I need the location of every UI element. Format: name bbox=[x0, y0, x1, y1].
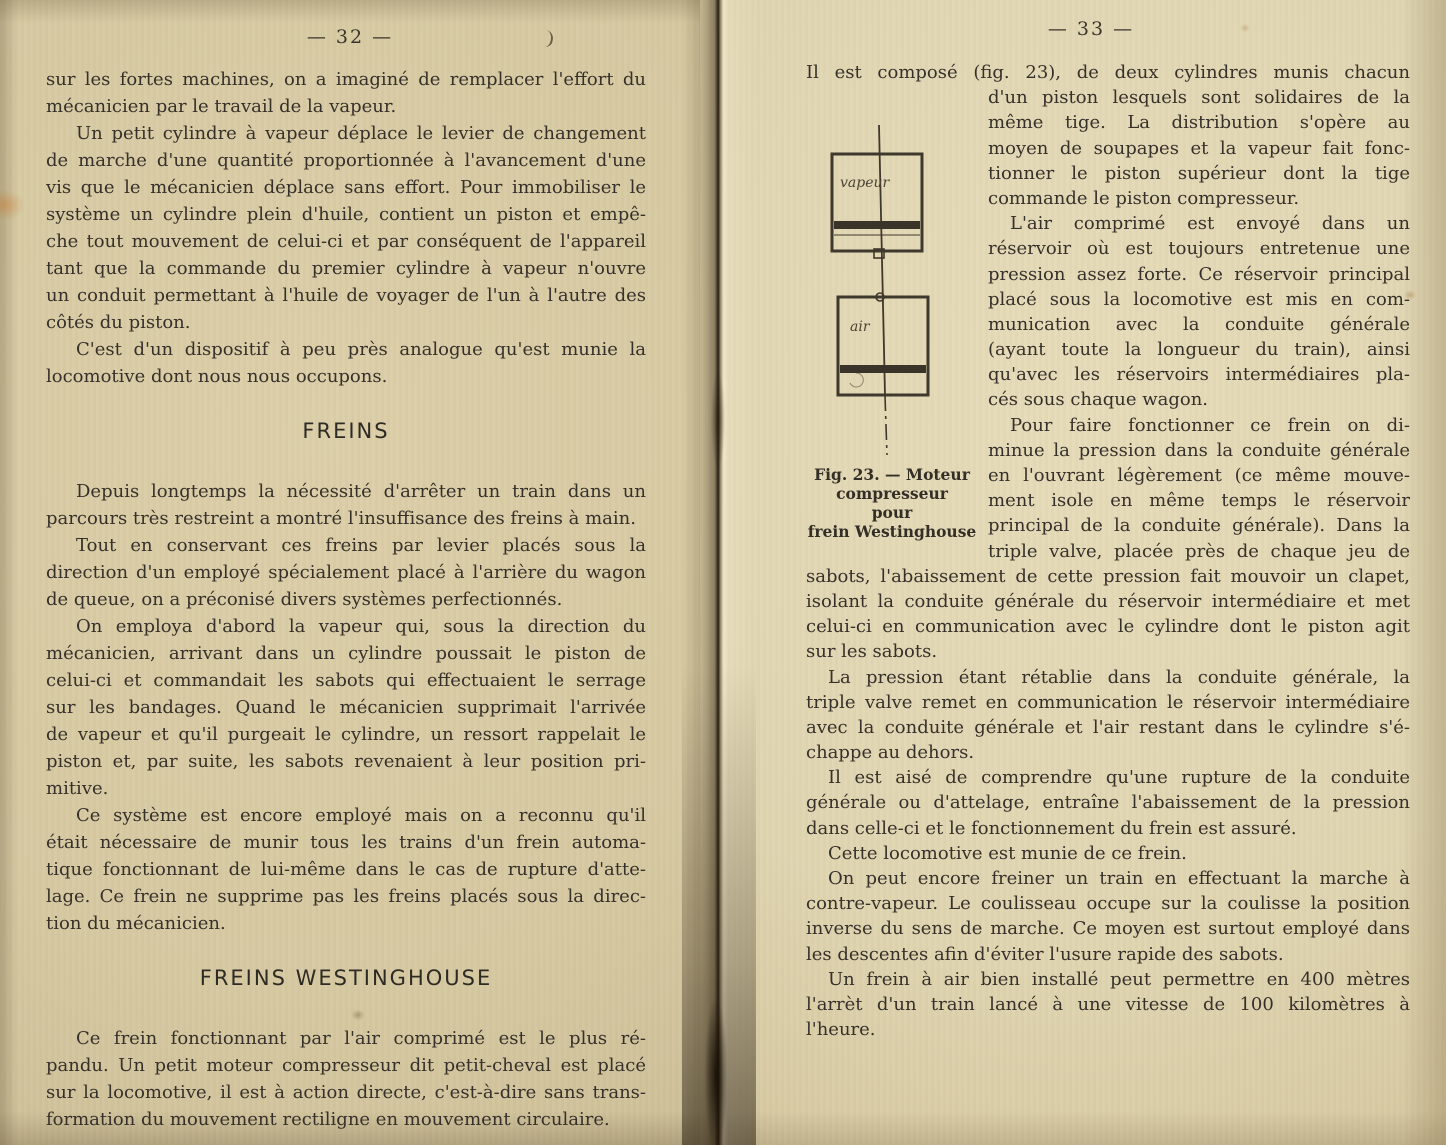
text-line: isolant la conduite générale du réservoir intermédiaire et met bbox=[806, 590, 1410, 612]
figure-23 bbox=[806, 85, 978, 555]
text-line: dans celle-ci et le fonctionnement du frein est assuré. bbox=[806, 817, 1297, 839]
text-line: système un cylindre plein d'huile, contient un piston et empê- bbox=[46, 204, 646, 225]
text-line: tique fonctionnant de lui-même dans le cas de rupture d'atte- bbox=[46, 859, 646, 880]
text-line: pandu. Un petit moteur compresseur dit petit-cheval est placé bbox=[46, 1055, 646, 1076]
text-line: un conduit permettant à l'huile de voyager de l'un à l'autre des bbox=[46, 285, 646, 306]
text-line: Il est composé (fig. 23), de deux cylindres munis chacun bbox=[806, 62, 1410, 83]
text-line: ment isole en même temps le réservoir bbox=[988, 490, 1410, 512]
text-line: Un frein à air bien installé peut permettre en 400 mètres bbox=[828, 968, 1410, 990]
text-line: avec la conduite générale et l'air restant dans le cylindre s'é- bbox=[806, 716, 1410, 738]
text-line: de queue, on a préconisé divers systèmes perfectionnés. bbox=[46, 589, 563, 610]
text-line: les descentes afin d'éviter l'usure rapide des sabots. bbox=[806, 943, 1284, 965]
text-line: (ayant toute la longueur du train), ainsi bbox=[988, 339, 1410, 361]
page-33-body bbox=[806, 60, 1410, 1042]
text-line: Ce frein fonctionnant par l'air comprimé est le plus ré- bbox=[76, 1028, 646, 1049]
text-line: mécanicien, arrivant dans un cylindre poussait le piston de bbox=[46, 643, 646, 664]
text-line: pression assez forte. Ce réservoir principal bbox=[988, 263, 1410, 285]
text-line: l'arrèt d'un train lancé à une vitesse de 100 kilomètres à bbox=[806, 993, 1410, 1015]
text-line: L'air comprimé est envoyé dans un bbox=[1010, 213, 1410, 235]
figure-label-vapeur: vapeur bbox=[840, 175, 890, 192]
page-33-intro bbox=[806, 60, 1410, 85]
text-line: côtés du piston. bbox=[46, 312, 191, 333]
text-line: sabots, l'abaissement de cette pression fait mouvoir un clapet, bbox=[806, 565, 1410, 587]
text-line: piston et, par suite, les sabots revenaient à leur position pri- bbox=[46, 751, 646, 772]
section-heading: FREINS bbox=[302, 419, 390, 443]
text-line: de vapeur et qu'il purgeait le cylindre, un ressort rappelait le bbox=[46, 724, 646, 745]
text-line: tant que la commande du premier cylindre à vapeur n'ouvre bbox=[46, 258, 646, 279]
text-line: commande le piston compresseur. bbox=[988, 187, 1300, 209]
page-32 bbox=[0, 0, 700, 1145]
text-line: On peut encore freiner un train en effectuant la marche à bbox=[828, 868, 1410, 889]
text-line: vis que le mécanicien déplace sans effort. Pour immobiliser le bbox=[46, 177, 646, 198]
text-line: Un petit cylindre à vapeur déplace le levier de changement bbox=[76, 123, 646, 144]
text-line: en l'ouvrant légèrement (ce même mouve- bbox=[988, 465, 1410, 486]
text-line: sur les bandages. Quand le mécanicien supprimait l'arrivée bbox=[46, 697, 646, 718]
text-line: On employa d'abord la vapeur qui, sous la direction du bbox=[76, 616, 646, 637]
text-line: lage. Ce frein ne supprime pas les freins placés sous la direc- bbox=[46, 886, 646, 907]
text-line: Depuis longtemps la nécessité d'arrêter un train dans un bbox=[76, 481, 646, 502]
text-line: tion du mécanicien. bbox=[46, 913, 226, 934]
text-line: celui-ci et commandait les sabots qui effectuaient le serrage bbox=[46, 670, 646, 691]
text-line: contre-vapeur. Le coulisseau occupe sur la coulisse la position bbox=[806, 893, 1410, 915]
text-line: placé sous la locomotive est mis en com- bbox=[988, 288, 1410, 310]
text-line: générale ou d'attelage, entraîne l'abaissement de la pression bbox=[806, 792, 1410, 814]
text-line: Cette locomotive est munie de ce frein. bbox=[828, 842, 1187, 864]
text-line: principal de la conduite générale). Dans la bbox=[988, 515, 1410, 537]
text-line: munication avec la conduite générale bbox=[988, 313, 1410, 335]
text-line: chappe au dehors. bbox=[806, 742, 975, 764]
text-line: direction d'un employé spécialement placé à l'arrière du wagon bbox=[46, 562, 646, 583]
text-line: mécanicien par le travail de la vapeur. bbox=[46, 96, 397, 117]
figure-label-air: air bbox=[850, 319, 870, 336]
text-line: mitive. bbox=[46, 778, 109, 799]
compressor-diagram-icon bbox=[806, 125, 978, 455]
text-line: réservoir où est toujours entretenue une bbox=[988, 238, 1410, 260]
figure-23-caption bbox=[806, 465, 978, 541]
text-line: Tout en conservant ces freins par levier placés sous la bbox=[76, 535, 646, 556]
text-line: C'est d'un dispositif à peu près analogue qu'est munie la bbox=[76, 339, 646, 360]
section-heading: FREINS WESTINGHOUSE bbox=[199, 966, 493, 990]
text-line: sur la locomotive, il est à action directe, c'est-à-dire sans trans- bbox=[46, 1082, 646, 1103]
text-line: Pour faire fonctionner ce frein on di- bbox=[1010, 414, 1410, 436]
text-line: Il est aisé de comprendre qu'une rupture de la conduite bbox=[828, 767, 1410, 789]
text-line: locomotive dont nous nous occupons. bbox=[46, 366, 388, 387]
text-line: triple valve, placée près de chaque jeu de bbox=[988, 540, 1410, 562]
text-line: che tout mouvement de celui-ci et par conséquent de l'appareil bbox=[46, 231, 646, 252]
figure-caption-line: compresseur bbox=[836, 484, 948, 504]
text-line: sur les sabots. bbox=[806, 641, 938, 663]
text-line: triple valve remet en communication le réservoir intermédiaire bbox=[806, 691, 1410, 713]
text-line: sur les fortes machines, on a imaginé de remplacer l'effort du bbox=[46, 69, 646, 90]
text-line: La pression étant rétablie dans la conduite générale, la bbox=[828, 666, 1410, 688]
text-line: Ce système est encore employé mais on a reconnu qu'il bbox=[76, 805, 646, 826]
text-line: tionner le piston supérieur dont la tige bbox=[988, 162, 1410, 184]
figure-caption-line: frein Westinghouse bbox=[807, 522, 977, 542]
text-line: de marche d'une quantité proportionnée à l'avancement d'une bbox=[46, 150, 646, 171]
page-number-right: — 33 — bbox=[1047, 18, 1135, 40]
page-33 bbox=[700, 0, 1446, 1145]
text-line: formation du mouvement rectiligne en mouvement circulaire. bbox=[46, 1109, 610, 1130]
text-line: était nécessaire de munir tous les trains d'un frein automa- bbox=[46, 832, 646, 853]
text-line: minue la pression dans la conduite générale bbox=[988, 439, 1410, 461]
figure-caption-line: pour bbox=[871, 503, 913, 523]
text-line: inverse du sens de marche. Ce moyen est surtout employé dans bbox=[806, 918, 1410, 940]
page-number-left: — 32 — bbox=[306, 26, 394, 48]
page-32-body bbox=[46, 66, 646, 1133]
text-line: parcours très restreint a montré l'insuffisance des freins à main. bbox=[46, 508, 636, 529]
text-line: l'heure. bbox=[806, 1019, 876, 1041]
text-line: cés sous chaque wagon. bbox=[988, 389, 1209, 411]
text-line: d'un piston lesquels sont solidaires de la bbox=[988, 87, 1410, 109]
text-line: qu'avec les réservoirs intermédiaires pla- bbox=[988, 364, 1410, 386]
text-line: même tige. La distribution s'opère au bbox=[988, 112, 1410, 134]
figure-caption-line: Fig. 23. — Moteur bbox=[814, 465, 970, 485]
text-line: moyen de soupapes et la vapeur fait fonc- bbox=[988, 137, 1410, 159]
text-line: celui-ci en communication avec le cylindre dont le piston agit bbox=[806, 616, 1410, 638]
